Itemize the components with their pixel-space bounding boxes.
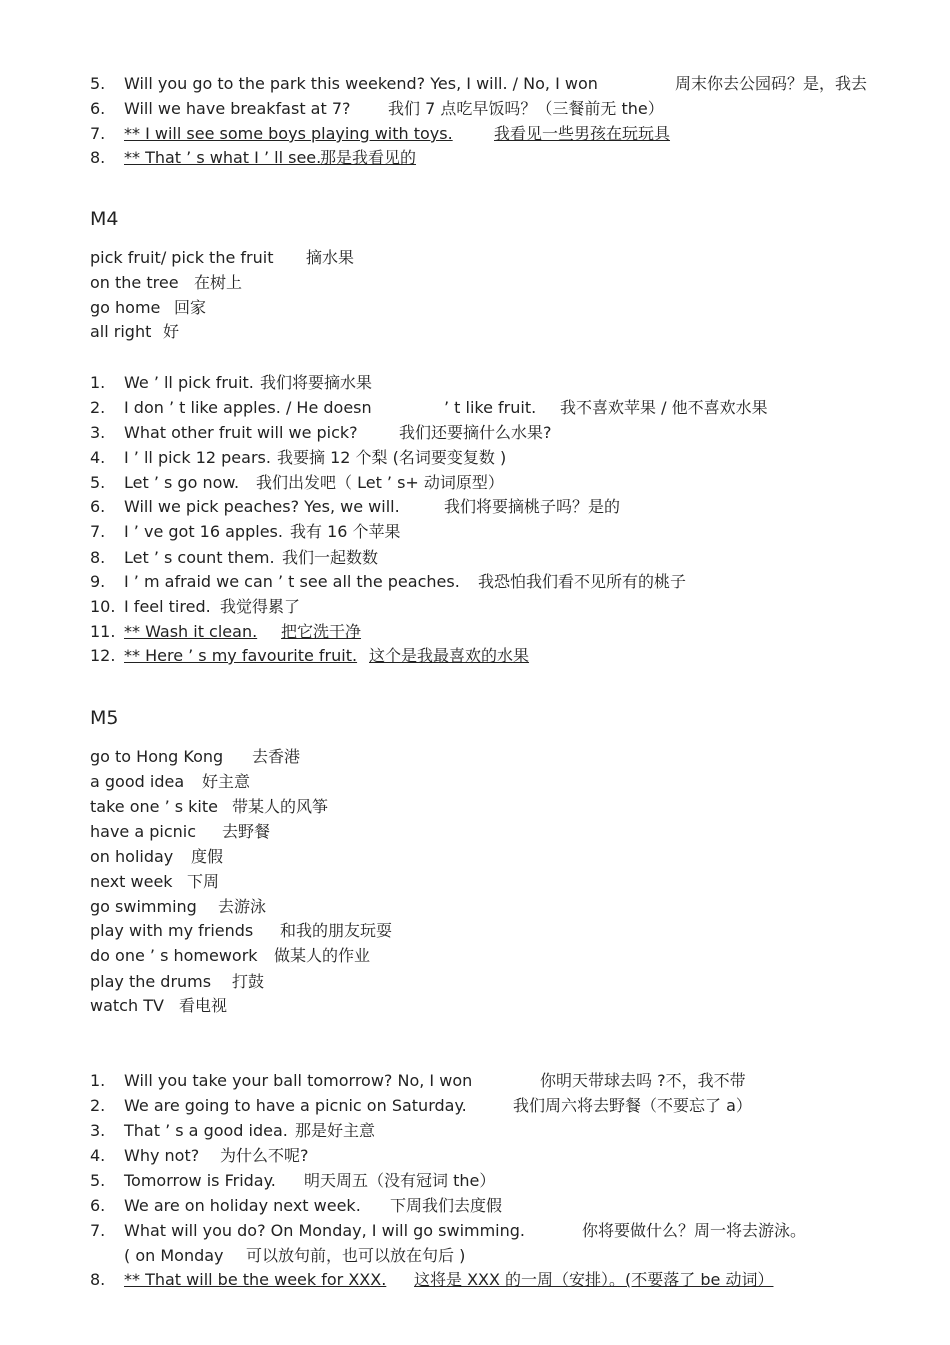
section-heading-m5: M5 [90,707,119,729]
section-heading-m4: M4 [90,208,119,230]
document-page: 5. Will you go to the park this weekend? Yes, I will. / No, I won 周末你去公园码？是，我去 6. Will we have breakfast at 7? 我们 7 点吃早饭吗？（三餐前无 the） 7. ** I will see some boys playing with toys. 我看见一些男孩在玩玩具 8. ** That ’ s what I ’ ll see. 那是我看见的 M4 pick fruit/ pick the fruit 摘水果 on the tree 在树上 go home 回家 all right 好 1. We ’ ll pick fruit. 我们将要摘水果 2. I don ’ t like apples. / He doesn ’ t like fruit. 我不喜欢苹果 / 他不喜欢水果 3. What other fruit will we pick? 我们还要摘什么水果? 4. I ’ ll pick 12 pears. 我要摘 12 个梨 (名词要变复数 ) 5. Let ’ s go now. 我们出发吧（ Let ’ s+ 动词原型） 6. Will we pick peaches? Yes, we will. 我们将要摘桃子吗？是的 7. I ’ ve got 16 apples. 我有 16 个苹果 8. Let ’ s count them. 我们一起数数 9. I ’ m afraid we can ’ t see all the peaches. 我恐怕我们看不见所有的桃子 10. I feel tired. 我觉得累了 11. ** Wash it clean. 把它洗干净 12. ** Here ’ s my favourite fruit. 这个是我最喜欢的水果 M5 go to Hong Kong 去香港 a good idea 好主意 take one ’ s kite 带某人的风筝 have a picnic 去野餐 on holiday 度假 next week 下周 go swimming 去游泳 play with my friends 和我的朋友玩耍 do one ’ s homework 做某人的作业 play the drums 打鼓 watch TV 看电视 1. Will you take your ball tomorrow? No, I won 你明天带球去吗 ?不，我不带 2. We are going to have a picnic on Saturday. 我们周六将去野餐（不要忘了 a） 3. That ’ s a good idea. 那是好主意 4. Why not? 为什么不呢? 5. Tomorrow is Friday. 明天周五（没有冠词 the） 6. We are on holiday next week. 下周我们去度假 7. What will you do? On Monday, I will go swimming. 你将要做什么？周一将去游泳。 ( on Monday 可以放句前，也可以放在句后 ) 8. ** That will be the week for XXX. 这将是 XXX 的一周（安排）。(不要落了 be 动词） [90,74,868,1289]
